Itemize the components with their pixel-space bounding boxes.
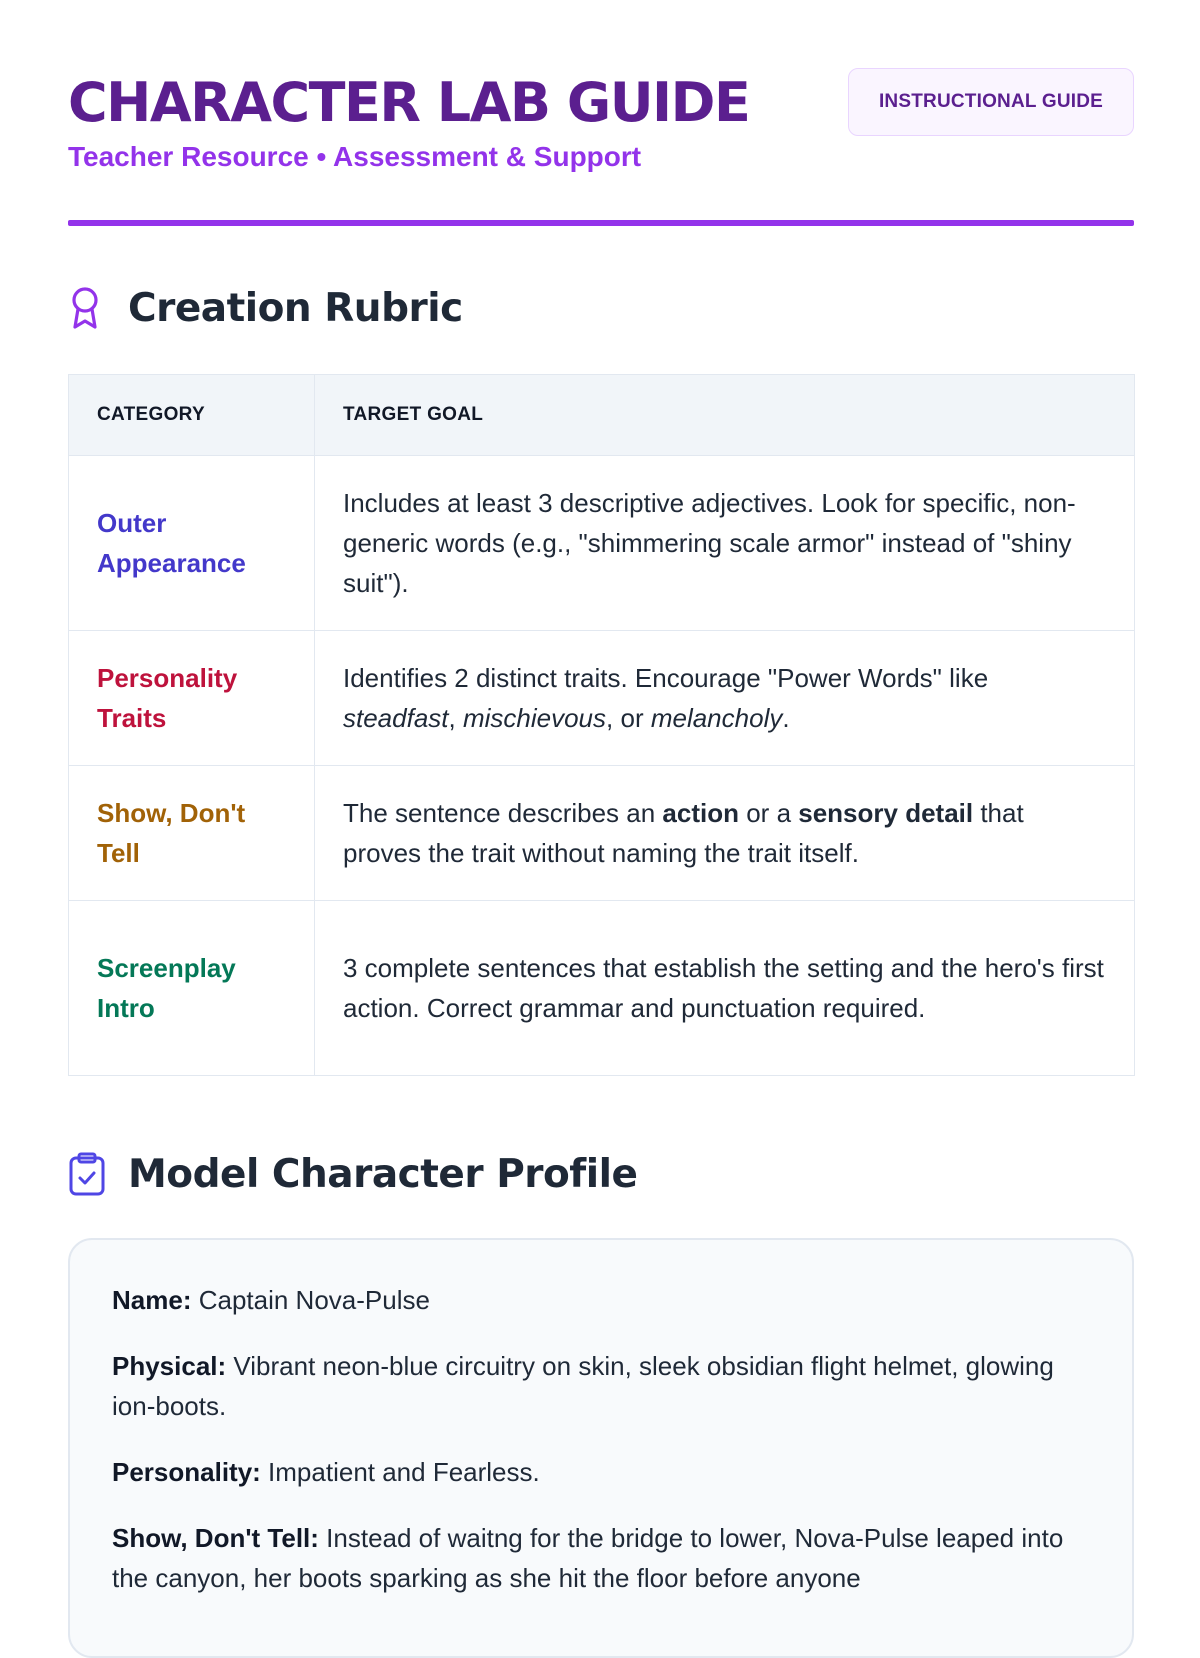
- goal-text: , or: [606, 703, 651, 733]
- profile-label: Name:: [112, 1285, 192, 1315]
- column-header-category: CATEGORY: [69, 375, 315, 456]
- clipboard-check-icon: [68, 1150, 108, 1198]
- profile-personality: [112, 1452, 1090, 1492]
- category-cell: Screenplay Intro: [69, 901, 315, 1076]
- goal-cell: 3 complete sentences that establish the setting and the hero's first action. Correct grammar and punctuation required.: [315, 901, 1135, 1076]
- category-cell: Personality Traits: [69, 631, 315, 766]
- goal-cell: Includes at least 3 descriptive adjectives. Look for specific, non-generic words (e.g., "shimmering scale armor" instead of "shiny suit").: [315, 456, 1135, 631]
- goal-text: The sentence describes an: [343, 798, 663, 828]
- column-header-target-goal: TARGET GOAL: [315, 375, 1135, 456]
- header-divider: [68, 220, 1134, 226]
- profile-value: Impatient and Fearless.: [260, 1457, 540, 1487]
- rubric-heading: Creation Rubric: [128, 285, 463, 331]
- profile-label: Physical:: [112, 1351, 227, 1381]
- goal-text: that proves the trait without naming the trait itself.: [343, 798, 1024, 868]
- power-word: steadfast: [343, 703, 449, 733]
- goal-cell: [315, 631, 1135, 766]
- rubric-table: [68, 374, 1135, 1076]
- table-row: [69, 766, 1135, 901]
- category-cell: Outer Appearance: [69, 456, 315, 631]
- goal-text: ,: [448, 703, 463, 733]
- table-row: [69, 631, 1135, 766]
- profile-heading: Model Character Profile: [128, 1151, 638, 1197]
- page-subtitle: Teacher Resource • Assessment & Support: [68, 141, 642, 172]
- emphasis-text: sensory detail: [798, 798, 974, 828]
- table-row: [69, 456, 1135, 631]
- profile-value: Vibrant neon-blue circuitry on skin, sleek obsidian flight helmet, glowing ion-boots.: [112, 1351, 1054, 1421]
- model-profile-card: [68, 1238, 1134, 1658]
- profile-physical: [112, 1346, 1090, 1426]
- rubric-section-heading: [68, 278, 463, 338]
- instructional-guide-badge: INSTRUCTIONAL GUIDE: [848, 68, 1134, 136]
- goal-text: or a: [739, 798, 799, 828]
- goal-text: .: [782, 703, 790, 733]
- document-header: [68, 68, 1134, 228]
- profile-label: Show, Don't Tell:: [112, 1523, 319, 1553]
- profile-value: Instead of waitng for the bridge to lower, Nova-Pulse leaped into the canyon, her boots sparking as she hit the floor before anyone: [112, 1523, 1064, 1593]
- profile-value: Captain Nova-Pulse: [191, 1285, 430, 1315]
- profile-show-dont-tell: [112, 1518, 1090, 1598]
- page-title: CHARACTER LAB GUIDE: [68, 71, 750, 134]
- power-word: mischievous: [462, 703, 607, 733]
- goal-cell: [315, 766, 1135, 901]
- award-ribbon-icon: [68, 284, 108, 332]
- goal-text: Identifies 2 distinct traits. Encourage "Power Words" like: [343, 663, 989, 693]
- table-header-row: [69, 375, 1135, 456]
- profile-label: Personality:: [112, 1457, 261, 1487]
- category-cell: Show, Don't Tell: [69, 766, 315, 901]
- profile-section-heading: [68, 1144, 637, 1204]
- profile-name: [112, 1280, 1090, 1320]
- table-row: [69, 901, 1135, 1076]
- emphasis-text: action: [662, 798, 739, 828]
- power-word: melancholy: [650, 703, 783, 733]
